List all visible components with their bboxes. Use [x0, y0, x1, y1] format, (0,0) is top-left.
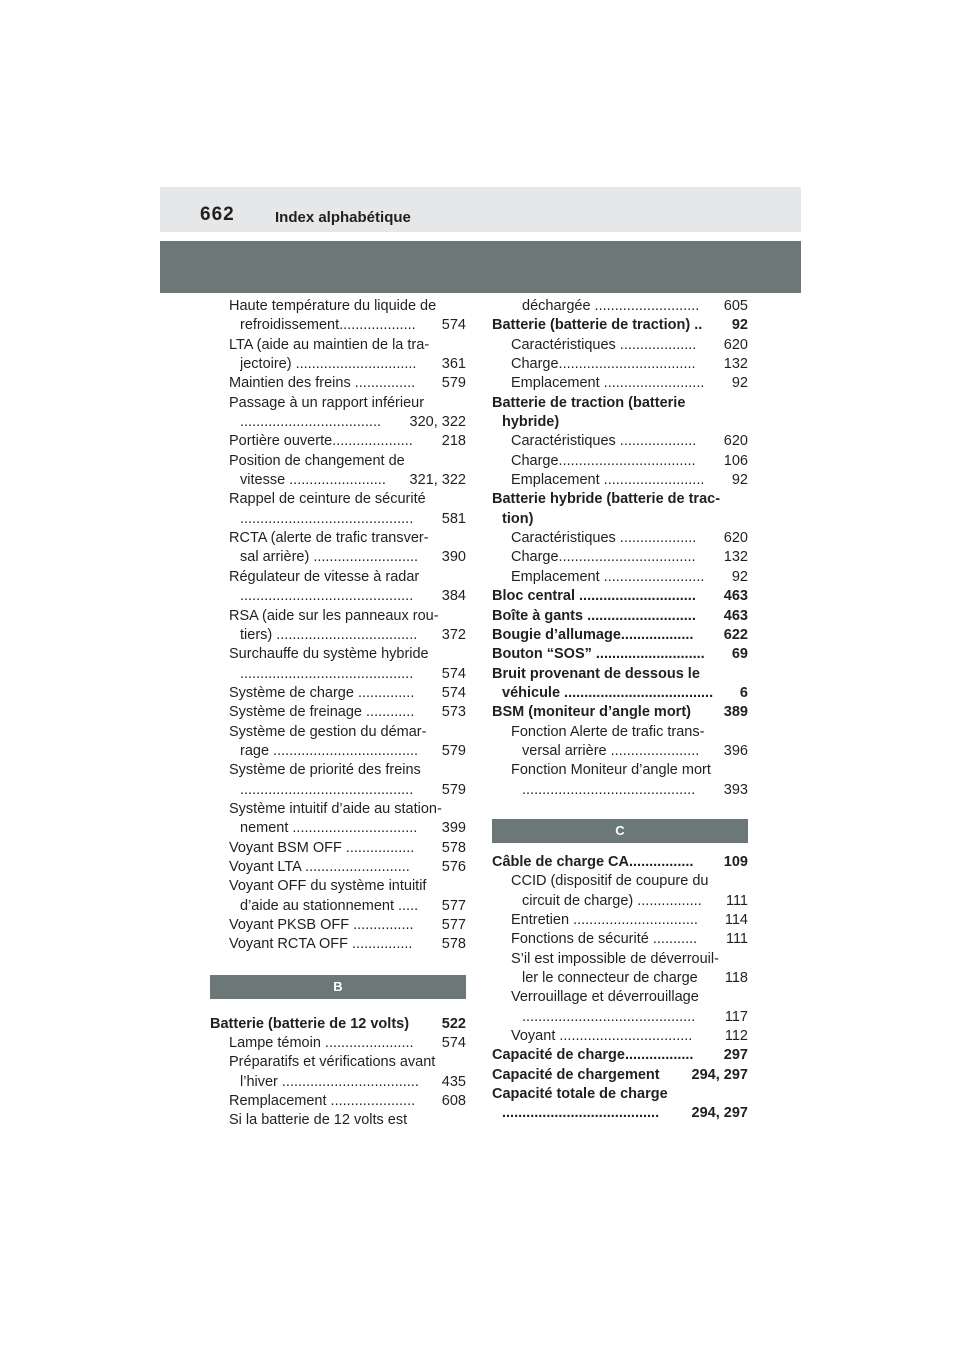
- index-subentry: [210, 1053, 466, 1072]
- index-subentry: [210, 916, 466, 935]
- index-subentry-continuation: [492, 742, 748, 761]
- index-subentry: [492, 336, 748, 355]
- index-subentry: [210, 432, 466, 451]
- page-reference: 435: [441, 1073, 466, 1090]
- page-reference: 6: [739, 684, 748, 701]
- index-subentry: [492, 761, 748, 780]
- index-subentry: [492, 548, 748, 567]
- page-reference: 574: [441, 317, 466, 334]
- index-subentry: [492, 872, 748, 891]
- entry-text: tion): [502, 510, 534, 527]
- entry-text: Rappel de ceinture de sécurité: [229, 491, 426, 508]
- entry-text: Fonctions de sécurité ...........: [511, 931, 698, 948]
- entry-text: Bruit provenant de dessous le: [492, 665, 700, 682]
- entry-text: Si la batterie de 12 volts est: [229, 1112, 408, 1129]
- page-reference: 574: [441, 684, 466, 701]
- entry-text: Position de changement de: [229, 452, 405, 469]
- index-list: [210, 297, 466, 955]
- entry-text: Charge..................................: [511, 452, 696, 469]
- entry-text: Système intuitif d’aide au station-: [229, 800, 442, 817]
- index-subentry-continuation: [210, 548, 466, 567]
- entry-text: Voyant PKSB OFF ...............: [229, 917, 414, 933]
- entry-text: Entretien ...............................: [511, 911, 698, 928]
- entry-text: ...........................................: [240, 588, 414, 605]
- index-subentry-continuation: [210, 897, 466, 916]
- page-reference: 69: [731, 646, 748, 663]
- page-reference: 574: [441, 1035, 466, 1052]
- entry-text: ...........................................: [240, 781, 414, 798]
- index-subentry: [492, 529, 748, 548]
- entry-text: tiers) ...................................: [240, 626, 418, 643]
- page-reference: 132: [723, 549, 748, 566]
- page-reference: 390: [441, 549, 466, 566]
- index-subentry: [492, 930, 748, 949]
- entry-text: déchargée ..........................: [522, 298, 700, 314]
- entry-text: Haute température du liquide de: [229, 298, 437, 314]
- page-reference: 109: [723, 853, 748, 870]
- page-reference: 577: [441, 897, 466, 914]
- entry-text: Batterie (batterie de 12 volts): [210, 1015, 410, 1032]
- index-subentry: [210, 723, 466, 742]
- page-reference: 579: [441, 781, 466, 798]
- index-subentry: [210, 490, 466, 509]
- entry-text: Système de freinage ............: [229, 704, 415, 721]
- index-subentry: [492, 471, 748, 490]
- entry-text: Préparatifs et vérifications avant: [229, 1054, 436, 1071]
- page-reference: 574: [441, 665, 466, 682]
- page-reference: 92: [731, 317, 748, 334]
- index-subentry-continuation: [210, 819, 466, 838]
- entry-text: ler le connecteur de charge: [522, 970, 698, 986]
- page-reference: 463: [723, 607, 748, 624]
- index-heading: [492, 587, 748, 606]
- index-heading: [492, 645, 748, 664]
- entry-text: BSM (moniteur d’angle mort): [492, 704, 691, 721]
- entry-text: sal arrière) ..........................: [240, 549, 419, 566]
- index-heading-continuation: [492, 684, 748, 703]
- page-reference: 361: [441, 356, 466, 373]
- index-subentry: [210, 394, 466, 413]
- index-heading: [492, 1066, 748, 1085]
- index-subentry: [210, 935, 466, 954]
- page-reference: 578: [441, 839, 466, 856]
- entry-text: Lampe témoin ......................: [229, 1035, 414, 1052]
- entry-text: Voyant BSM OFF .................: [229, 839, 415, 856]
- index-subentry-continuation: [492, 1008, 748, 1027]
- index-subentry: [210, 858, 466, 877]
- entry-text: Caractéristiques ...................: [511, 433, 697, 450]
- entry-text: Charge..................................: [511, 356, 696, 373]
- page-reference: 372: [441, 626, 466, 643]
- entry-text: nement ...............................: [240, 820, 418, 837]
- index-heading: [492, 1046, 748, 1065]
- index-subentry: [492, 988, 748, 1007]
- entry-text: Bougie d’allumage..................: [492, 626, 694, 643]
- entry-text: Fonction Alerte de trafic trans-: [511, 723, 705, 740]
- entry-text: hybride): [502, 414, 560, 431]
- entry-text: Surchauffe du système hybride: [229, 646, 429, 663]
- index-subentry: [492, 355, 748, 374]
- entry-text: ...........................................: [240, 665, 414, 682]
- entry-text: Bloc central .............................: [492, 588, 696, 605]
- page-reference: 608: [441, 1093, 466, 1110]
- page-reference: 389: [723, 704, 748, 721]
- entry-text: S’il est impossible de déverrouil-: [511, 950, 719, 967]
- index-subentry-continuation: [210, 626, 466, 645]
- page-reference: 522: [441, 1015, 466, 1032]
- index-subentry: [210, 761, 466, 780]
- section-header-c: C: [492, 819, 748, 843]
- page-reference: 399: [441, 820, 466, 837]
- page-reference: 118: [724, 970, 748, 986]
- entry-text: Système de priorité des freins: [229, 762, 421, 779]
- page-reference: 620: [723, 433, 748, 450]
- index-list: [210, 1015, 466, 1131]
- entry-text: Portière ouverte....................: [229, 433, 413, 450]
- entry-text: refroidissement...................: [240, 317, 416, 334]
- index-subentry: [210, 800, 466, 819]
- index-heading-continuation: [492, 510, 748, 529]
- index-subentry: [210, 877, 466, 896]
- entry-text: Maintien des freins ...............: [229, 375, 416, 392]
- index-subentry: [492, 911, 748, 930]
- entry-text: Fonction Moniteur d’angle mort: [511, 762, 711, 779]
- page-reference: 117: [724, 1008, 748, 1025]
- entry-text: l’hiver ..................................: [240, 1073, 419, 1090]
- page-reference: 578: [441, 936, 466, 953]
- page-reference: 573: [441, 704, 466, 721]
- index-subentry-continuation: [210, 587, 466, 606]
- entry-text: Système de charge ..............: [229, 684, 415, 701]
- page-reference: 620: [723, 336, 748, 353]
- index-subentry: [210, 336, 466, 355]
- entry-text: Voyant OFF du système intuitif: [229, 878, 427, 895]
- entry-text: Remplacement .....................: [229, 1093, 416, 1110]
- index-subentry-continuation: [492, 781, 748, 800]
- index-subentry-continuation: [210, 510, 466, 529]
- index-subentry-continuation: [210, 413, 466, 432]
- index-subentry: [210, 297, 466, 316]
- entry-text: Passage à un rapport inférieur: [229, 394, 425, 411]
- page-reference: 321, 322: [409, 472, 466, 489]
- index-subentry: [210, 568, 466, 587]
- page-reference: 320, 322: [409, 414, 466, 431]
- page-reference: 92: [731, 472, 748, 489]
- index-heading: [492, 490, 748, 509]
- index-subentry-continuation: [210, 316, 466, 335]
- index-subentry: [210, 374, 466, 393]
- page-reference: 297: [723, 1047, 748, 1064]
- entry-text: Emplacement .........................: [511, 472, 705, 489]
- page-reference: 581: [441, 510, 466, 527]
- index-subentry: [492, 432, 748, 451]
- entry-text: LTA (aide au maintien de la tra-: [229, 336, 430, 353]
- page-reference: 132: [723, 356, 748, 373]
- header-band: [160, 241, 801, 293]
- entry-text: véhicule .....................................: [502, 684, 714, 701]
- entry-text: Voyant LTA ..........................: [229, 858, 410, 875]
- index-subentry-continuation: [210, 781, 466, 800]
- index-subentry: [210, 1111, 466, 1130]
- left-column: [210, 297, 466, 1131]
- index-subentry: [210, 839, 466, 858]
- entry-text: Batterie hybride (batterie de trac-: [492, 491, 721, 508]
- index-subentry: [210, 684, 466, 703]
- entry-text: Bouton “SOS” ...........................: [492, 646, 705, 663]
- index-heading: [210, 1015, 466, 1034]
- entry-text: Batterie de traction (batterie: [492, 394, 686, 411]
- page-reference: 218: [441, 433, 466, 450]
- entry-text: Verrouillage et déverrouillage: [511, 989, 699, 1006]
- entry-text: Capacité de charge.................: [492, 1047, 694, 1064]
- page-reference: 579: [441, 742, 466, 759]
- index-subentry: [210, 1034, 466, 1053]
- entry-text: Caractéristiques ...................: [511, 336, 697, 353]
- entry-text: Système de gestion du démar-: [229, 723, 427, 740]
- entry-text: Voyant .................................: [511, 1028, 693, 1045]
- index-heading: [492, 1085, 748, 1104]
- entry-text: d’aide au stationnement .....: [240, 897, 419, 914]
- entry-text: Capacité totale de charge: [492, 1086, 668, 1103]
- entry-text: vitesse ........................: [240, 472, 386, 489]
- index-subentry: [492, 568, 748, 587]
- page-reference: 112: [724, 1028, 748, 1045]
- index-subentry-continuation: [210, 742, 466, 761]
- index-list: [492, 297, 748, 800]
- section-header-b: B: [210, 975, 466, 999]
- entry-text: Caractéristiques ...................: [511, 530, 697, 547]
- index-subentry: [492, 374, 748, 393]
- index-heading: [492, 607, 748, 626]
- entry-text: Charge..................................: [511, 549, 696, 566]
- page-reference: 576: [441, 858, 466, 875]
- page-header: [160, 187, 801, 232]
- page-reference: 463: [723, 588, 748, 605]
- page-reference: 579: [441, 375, 466, 392]
- page-reference: 106: [723, 452, 748, 469]
- page-reference: 622: [723, 626, 748, 643]
- entry-text: Régulateur de vitesse à radar: [229, 568, 420, 585]
- page-reference: 111: [725, 931, 748, 948]
- index-subentry: [210, 645, 466, 664]
- index-subentry-continuation: [492, 969, 748, 988]
- entry-text: Voyant RCTA OFF ...............: [229, 936, 413, 953]
- index-heading-continuation: [492, 413, 748, 432]
- index-list: [492, 853, 748, 1124]
- index-subentry: [492, 452, 748, 471]
- page-reference: 577: [441, 917, 466, 933]
- page-reference: 294, 297: [691, 1105, 748, 1122]
- entry-text: Capacité de chargement: [492, 1066, 660, 1083]
- page-reference: 114: [724, 911, 748, 928]
- index-subentry-continuation: [492, 297, 748, 316]
- index-heading: [492, 665, 748, 684]
- index-heading-continuation: [492, 1104, 748, 1123]
- index-heading: [492, 316, 748, 335]
- index-subentry: [210, 1092, 466, 1111]
- page-reference: 92: [731, 568, 748, 585]
- page-reference: 396: [723, 742, 748, 759]
- entry-text: rage ....................................: [240, 742, 419, 759]
- entry-text: RCTA (alerte de trafic transver-: [229, 530, 429, 547]
- entry-text: RSA (aide sur les panneaux rou-: [229, 607, 439, 624]
- page-reference: 620: [723, 530, 748, 547]
- entry-text: CCID (dispositif de coupure du: [511, 873, 709, 890]
- entry-text: ...................................: [240, 414, 381, 431]
- entry-text: ...........................................: [522, 781, 696, 798]
- index-subentry: [492, 1027, 748, 1046]
- index-subentry: [492, 723, 748, 742]
- page-reference: 384: [441, 588, 466, 605]
- page-reference: 605: [723, 298, 748, 314]
- entry-text: .......................................: [502, 1105, 660, 1122]
- entry-text: ...........................................: [522, 1008, 696, 1025]
- index-subentry: [210, 452, 466, 471]
- index-subentry-continuation: [210, 355, 466, 374]
- entry-text: jectoire) ..............................: [240, 356, 417, 373]
- index-subentry-continuation: [210, 471, 466, 490]
- entry-text: Emplacement .........................: [511, 375, 705, 392]
- index-heading: [492, 853, 748, 872]
- index-subentry: [492, 950, 748, 969]
- index-subentry-continuation: [210, 665, 466, 684]
- entry-text: Emplacement .........................: [511, 568, 705, 585]
- index-subentry: [210, 703, 466, 722]
- page-reference: 294, 297: [691, 1066, 748, 1083]
- index-subentry: [210, 529, 466, 548]
- page-title: Index alphabétique: [275, 209, 411, 226]
- index-subentry-continuation: [210, 1073, 466, 1092]
- index-heading: [492, 394, 748, 413]
- right-column: [492, 297, 748, 1124]
- index-heading: [492, 626, 748, 645]
- entry-text: ...........................................: [240, 510, 414, 527]
- entry-text: versal arrière ......................: [522, 742, 700, 759]
- index-subentry-continuation: [492, 892, 748, 911]
- index-heading: [492, 703, 748, 722]
- entry-text: Câble de charge CA................: [492, 853, 694, 870]
- page-reference: 111: [725, 892, 748, 909]
- page-reference: 92: [731, 375, 748, 392]
- entry-text: circuit de charge) ................: [522, 892, 702, 909]
- entry-text: Batterie (batterie de traction) ..: [492, 317, 703, 334]
- page-reference: 393: [723, 781, 748, 798]
- page-number: 662: [200, 204, 235, 225]
- entry-text: Boîte à gants ...........................: [492, 607, 696, 624]
- index-subentry: [210, 607, 466, 626]
